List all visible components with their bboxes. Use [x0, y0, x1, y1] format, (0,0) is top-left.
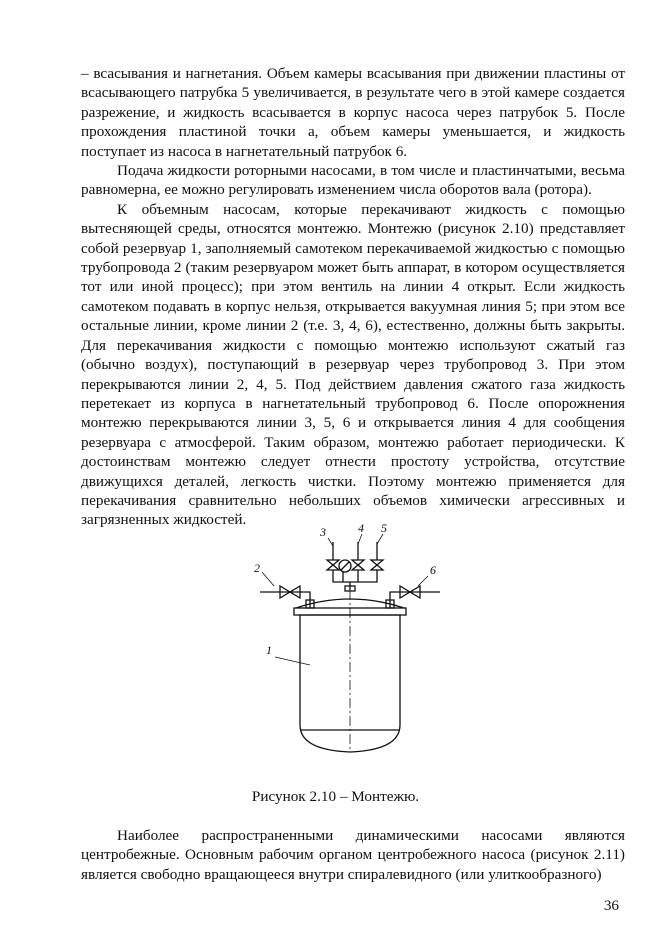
figure-caption: Рисунок 2.10 – Монтежю. [251, 788, 420, 805]
label-1: 1 [266, 643, 272, 657]
paragraph-1: – всасывания и нагнетания. Объем камеры всасывания при движении пластины от всасывающего патрубка 5 увеличивается, в результате чего в этой камере создается разрежение, и жидкость всасывается в корпус насоса через патрубок 5. После прохождения пластиной точки a, объем камеры уменьшается, и жидкость поступает из насоса в нагнетательный патрубок 6. [81, 65, 625, 160]
page-number: 36 [603, 897, 619, 914]
body-text [81, 64, 625, 530]
label-6: 6 [430, 563, 436, 577]
paragraph-3: К объемным насосам, которые перекачивают жидкость с помощью вытесняющей среды, относятся монтежю. Монтежю (рисунок 2.10) представляет собой резервуар 1, заполняемый самотеком перекачиваемой жидкостью с помощью трубопровода 2 (таким резервуаром может быть аппарат, в котором осуществляется тот или иной процесс); при этом вентиль на линии 4 открыт. Если жидкость самотеком подавать в корпус нельзя, открывается вакуумная линия 5; при этом все остальные линии, кроме линии 2 (т.е. 3, 4, 6), естественно, должны быть закрыты. Для перекачивания жидкости с помощью монтежю используют сжатый газ (обычно воздух), поступающий в резервуар через трубопровод 3. При этом перекрываются линии 2, 4, 5. Под действием давления сжатого газа жидкость перетекает из корпуса в нагнетательный трубопровод 6. После опорожнения монтежю перекрываются линии 3, 5, 6 и открывается линия 4 для сообщения резервуара с атмосферой. Таким образом, монтежю работает периодически. К достоинствам монтежю следует отнести простоту устройства, отсутствие движущихся деталей, легкость чистки. Поэтому монтежю применяется для перекачивания сравнительно небольших объемов химически агрессивных и загрязненных жидкостей. [81, 200, 625, 529]
label-3: 3 [320, 525, 326, 539]
label-4: 4 [358, 521, 364, 535]
label-2: 2 [254, 561, 260, 575]
paragraph-2: Подача жидкости роторными насосами, в том числе и пластинчатыми, весьма равномерна, ее можно регулировать изменением числа оборотов вала (ротора). [81, 162, 625, 199]
label-5: 5 [381, 521, 387, 535]
bottom-paragraph [81, 826, 625, 884]
montejus-diagram [240, 520, 450, 760]
paragraph-4: Наиболее распространенными динамическими насосами являются центробежные. Основным рабочим органом центробежного насоса (рисунок 2.11) является свободно вращающееся внутри спиралевидного (или улиткообразного) [81, 827, 625, 883]
